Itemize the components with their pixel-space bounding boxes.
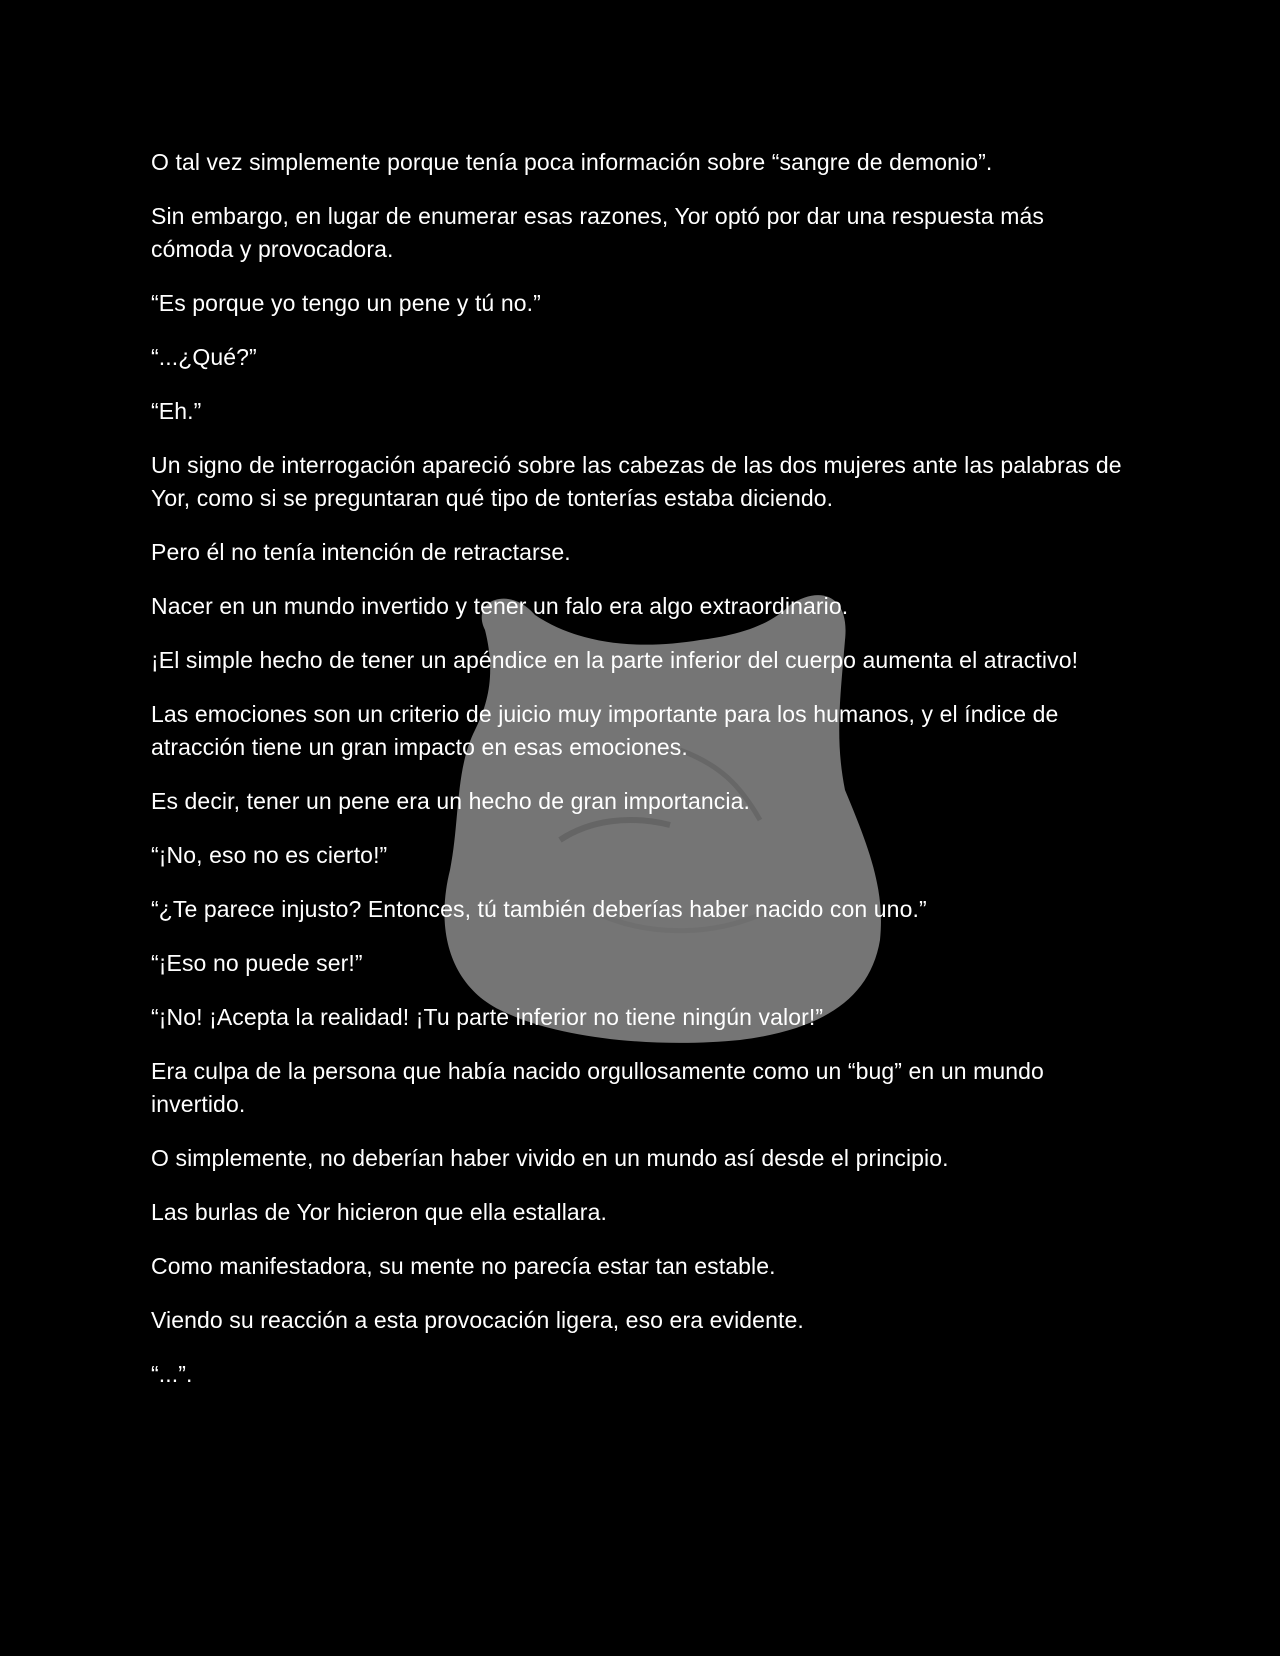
paragraph: O tal vez simplemente porque tenía poca información sobre “sangre de demonio”. bbox=[151, 149, 993, 175]
paragraph: Pero él no tenía intención de retractarse. bbox=[151, 539, 571, 565]
paragraph: O simplemente, no deberían haber vivido en un mundo así desde el principio. bbox=[151, 1145, 949, 1171]
paragraph: “¿Te parece injusto? Entonces, tú también deberías haber nacido con uno.” bbox=[151, 896, 927, 922]
paragraph: “...”. bbox=[151, 1361, 193, 1387]
paragraph: Sin embargo, en lugar de enumerar esas razones, Yor optó por dar una respuesta más cómoda y provocadora. bbox=[151, 203, 1044, 262]
paragraph: Las burlas de Yor hicieron que ella estallara. bbox=[151, 1199, 607, 1225]
paragraph: Nacer en un mundo invertido y tener un falo era algo extraordinario. bbox=[151, 593, 849, 619]
paragraph: “...¿Qué?” bbox=[151, 344, 257, 370]
paragraph: Como manifestadora, su mente no parecía estar tan estable. bbox=[151, 1253, 776, 1279]
paragraph: Es decir, tener un pene era un hecho de gran importancia. bbox=[151, 788, 750, 814]
paragraph: “Es porque yo tengo un pene y tú no.” bbox=[151, 290, 541, 316]
paragraph: “Eh.” bbox=[151, 398, 202, 424]
paragraph: “¡Eso no puede ser!” bbox=[151, 950, 363, 976]
text-column bbox=[151, 146, 1131, 1412]
paragraph: Un signo de interrogación apareció sobre las cabezas de las dos mujeres ante las palabras de Yor, como si se preguntaran qué tipo de tonterías estaba diciendo. bbox=[151, 452, 1122, 511]
paragraph: Era culpa de la persona que había nacido orgullosamente como un “bug” en un mundo invertido. bbox=[151, 1058, 1044, 1117]
paragraph: “¡No! ¡Acepta la realidad! ¡Tu parte inferior no tiene ningún valor!” bbox=[151, 1004, 824, 1030]
paragraph: Viendo su reacción a esta provocación ligera, eso era evidente. bbox=[151, 1307, 804, 1333]
paragraph: “¡No, eso no es cierto!” bbox=[151, 842, 388, 868]
paragraph: ¡El simple hecho de tener un apéndice en la parte inferior del cuerpo aumenta el atractivo! bbox=[151, 647, 1079, 673]
paragraph: Las emociones son un criterio de juicio muy importante para los humanos, y el índice de atracción tiene un gran impacto en esas emociones. bbox=[151, 701, 1059, 760]
